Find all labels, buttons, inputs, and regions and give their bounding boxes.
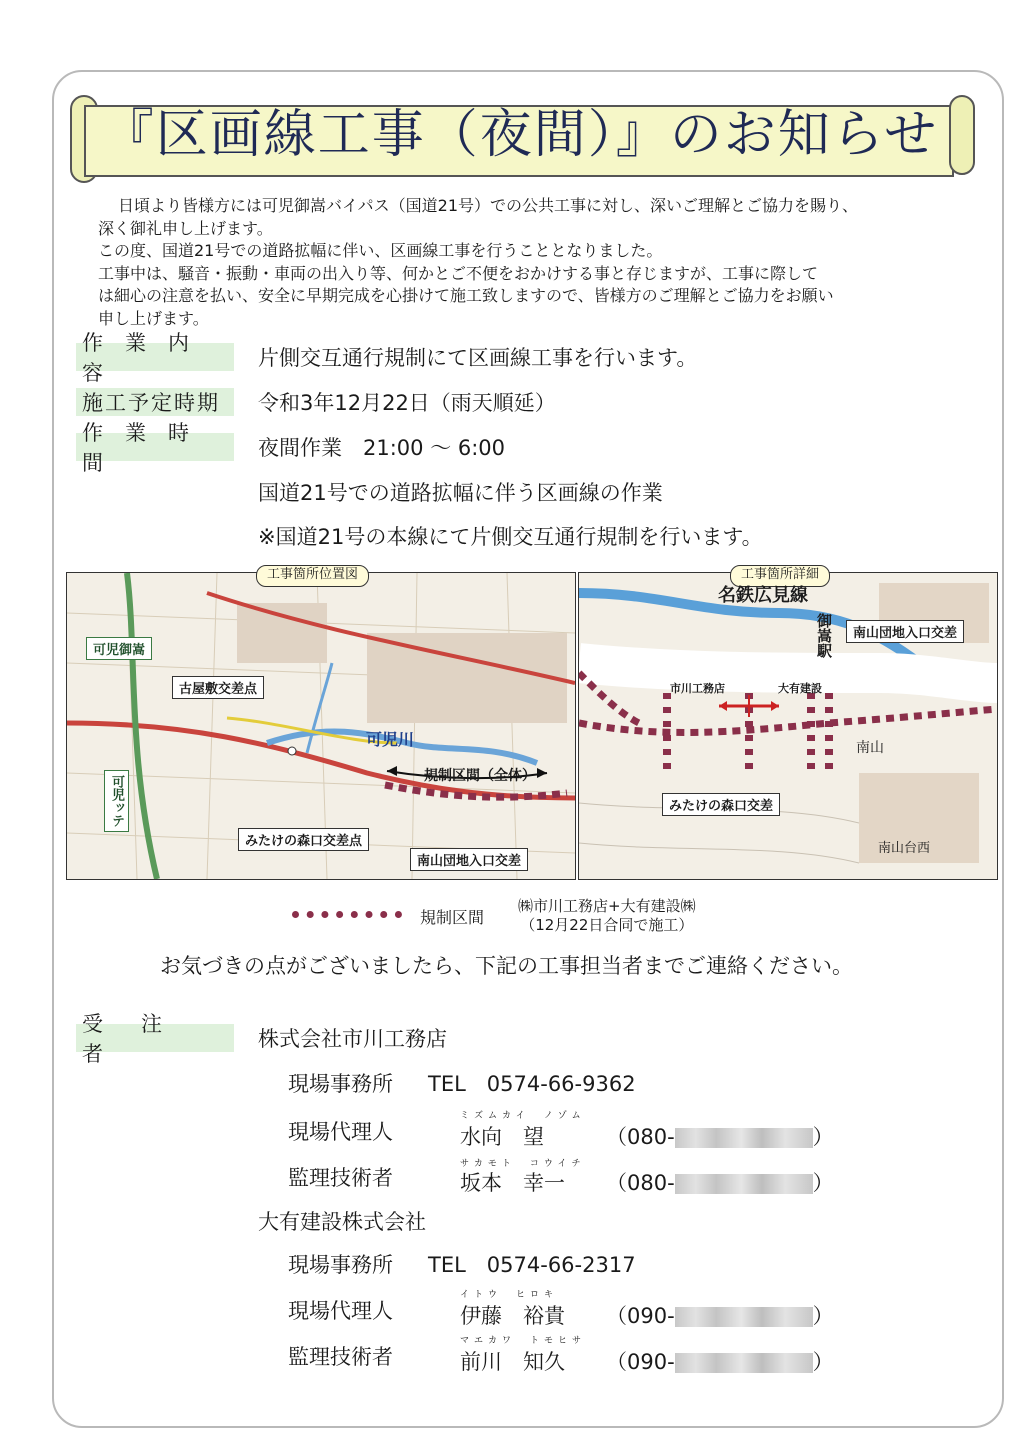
work-time-label: 作業時間 [76, 433, 234, 461]
legend-route-line [292, 911, 402, 918]
redacted-number [675, 1128, 813, 1148]
map-label-daiyu: 大有建設 [778, 682, 822, 695]
intro-line: 深く御礼申し上げます。 [98, 218, 273, 238]
page-title: 『区画線工事（夜間）』のお知らせ [101, 105, 939, 165]
intro-text [98, 195, 978, 330]
redacted-number [675, 1174, 813, 1194]
company2-agent-name: 伊藤 裕貴 [460, 1304, 565, 1328]
company2-office-tel: TEL 0574-66-2317 [428, 1253, 636, 1277]
company1-office-label: 現場事務所 [288, 1072, 393, 1096]
intro-line: 工事中は、騒音・振動・車両の出入り等、何かとご不便をおかけする事と存じますが、工事に際して [98, 263, 819, 283]
redacted-number [675, 1353, 813, 1373]
company2-office-label: 現場事務所 [288, 1253, 393, 1277]
banner-scroll-right [949, 95, 975, 175]
map-label-kani-ic: 可児ッテ [104, 770, 129, 832]
map-label-kani-mitake: 可児御嵩 [86, 637, 152, 660]
company2-engineer-name: 前川 知久 [460, 1350, 565, 1374]
schedule-value: 令和3年12月22日（雨天順延） [258, 391, 556, 415]
company1-engineer-name: 坂本 幸一 [460, 1171, 565, 1195]
company1-agent-name: 水向 望 [460, 1125, 544, 1149]
company2-agent-label: 現場代理人 [288, 1299, 393, 1323]
map-label-ichikawa: 市川工務店 [670, 682, 725, 695]
map-label-minamiyama-detail: 南山団地入口交差 [846, 620, 964, 643]
detail-map [578, 572, 998, 880]
map-label-mitake-morinokuchi: みたけの森口交差点 [238, 828, 369, 851]
work-time-row [76, 421, 506, 475]
intro-line: 申し上げます。 [98, 308, 209, 328]
company2-agent-phone: （090- ） [606, 1304, 834, 1328]
company1-name: 株式会社市川工務店 [258, 1027, 447, 1051]
intro-line: 日頃より皆様方には可児御嵩バイパス（国道21号）での公共工事に対し、深いご理解とご協力を賜り、 [118, 196, 859, 215]
map-label-meitetsu: 名鉄広見線 [718, 585, 808, 606]
intro-line: は細心の注意を払い、安全に早期完成を心掛けて施工致しますので、皆様方のご理解とご協力をお願い [98, 286, 834, 305]
company1-agent-ruby: ミズムカイ ノゾム [460, 1111, 586, 1121]
work-content-row [76, 331, 698, 385]
map-label-regulated-section: 規制区間（全体） [424, 768, 536, 784]
map-label-koyashiki: 古屋敷交差点 [172, 676, 264, 699]
work-content-label: 作業内容 [76, 343, 234, 371]
work-time-value: 夜間作業 21:00 ～ 6:00 [258, 436, 506, 460]
company1-agent-label: 現場代理人 [288, 1120, 393, 1144]
contractor-row [76, 1012, 447, 1066]
legend-label: 規制区間 [420, 908, 485, 927]
schedule-label: 施工予定時期 [76, 388, 234, 416]
contractor-label: 受注者 [76, 1024, 234, 1052]
schedule-row [76, 387, 556, 417]
legend-companies [518, 897, 696, 935]
detail-map-graphic [579, 573, 997, 879]
company1-office-tel: TEL 0574-66-9362 [428, 1072, 636, 1096]
map-label-minamiyama-area: 南山 [856, 740, 884, 756]
company2-agent-ruby: イトウ ヒロキ [460, 1290, 559, 1300]
company1-agent-phone: （080- ） [606, 1125, 834, 1149]
redacted-number [675, 1307, 813, 1327]
company1-engineer-ruby: サカモト コウイチ [460, 1159, 586, 1169]
map-label-mitake-station: 御嵩駅 [815, 613, 833, 658]
map-label-minamiyama-dai: 南山台西 [878, 841, 931, 856]
map-label-morinokuchi-detail: みたけの森口交差 [662, 793, 780, 816]
work-content-value: 片側交互通行規制にて区画線工事を行います。 [258, 346, 698, 370]
contact-notice: お気づきの点がございましたら、下記の工事担当者までご連絡ください。 [160, 954, 853, 978]
company1-engineer-phone: （080- ） [606, 1171, 834, 1195]
location-map-tag: 工事箇所位置図 [256, 565, 369, 587]
company2-engineer-label: 監理技術者 [288, 1345, 393, 1369]
work-time-detail: 国道21号での道路拡幅に伴う区画線の作業 [258, 481, 663, 505]
company1-engineer-label: 監理技術者 [288, 1166, 393, 1190]
legend-company-note: （12月22日合同で施工） [520, 916, 694, 934]
company2-engineer-ruby: マエカワ トモヒサ [460, 1336, 587, 1346]
company2-name: 大有建設株式会社 [258, 1210, 426, 1234]
title-banner [70, 95, 975, 183]
map-label-minamiyama: 南山団地入口交差 [410, 848, 528, 871]
map-label-kani-river: 可児川 [366, 730, 415, 749]
work-time-note: ※国道21号の本線にて片側交互通行規制を行います。 [258, 525, 763, 549]
intro-line: この度、国道21号での道路拡幅に伴い、区画線工事を行うこととなりました。 [98, 241, 663, 260]
legend-company-line: ㈱市川工務店+大有建設㈱ [518, 897, 696, 915]
detail-map-tag: 工事箇所詳細 [730, 565, 830, 587]
company2-engineer-phone: （090- ） [606, 1350, 834, 1374]
